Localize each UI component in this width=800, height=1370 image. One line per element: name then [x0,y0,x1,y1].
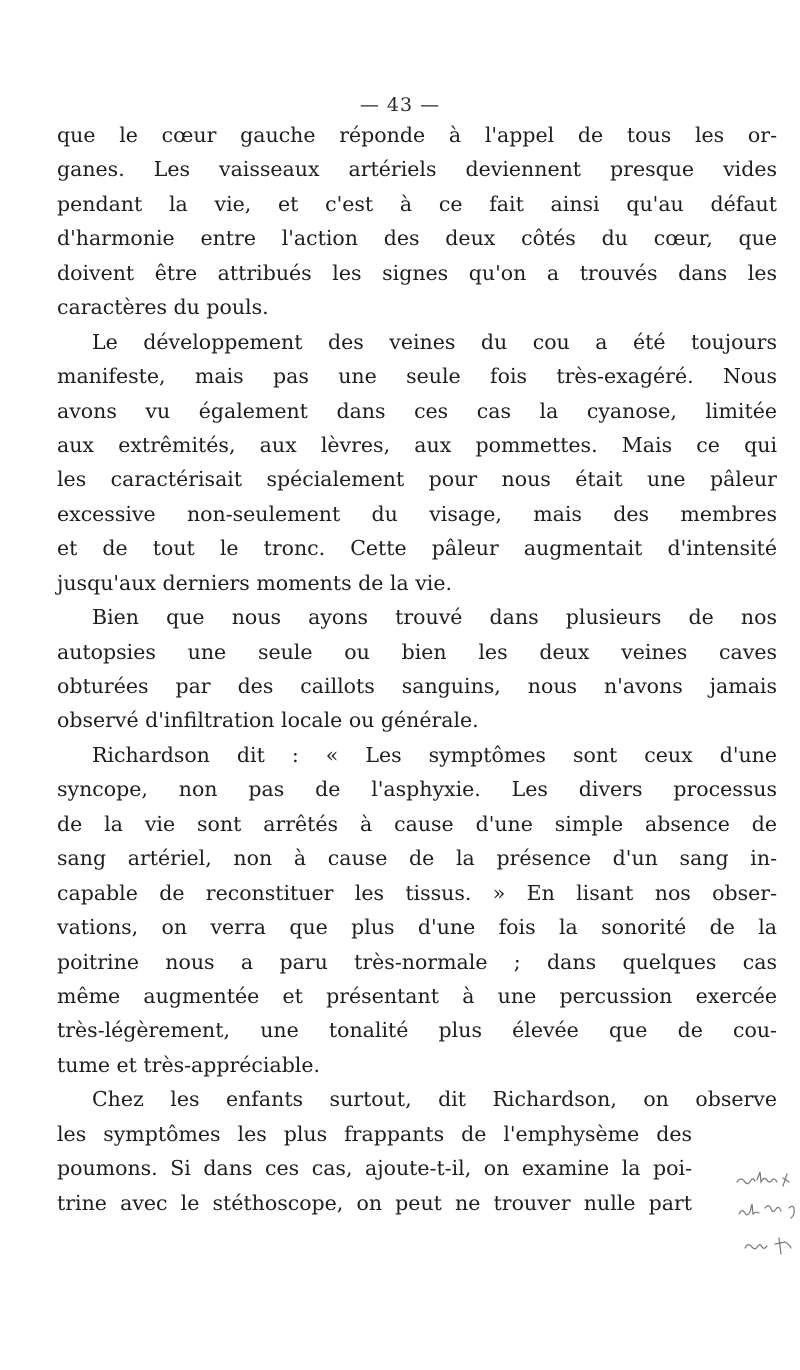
text-line: excessive non-seulement du visage, mais des membres [57,501,777,526]
text-line: très-légèrement, une tonalité plus élevée que de cou- [57,1018,777,1043]
text-line: les symptômes les plus frappants de l'emphysème des [57,1121,692,1146]
text-line: vations, on verra que plus d'une fois la sonorité de la [57,915,777,940]
text-line: de la vie sont arrêtés à cause d'une simple absence de [57,811,777,836]
text-line: aux extrêmités, aux lèvres, aux pommettes. Mais ce qui [57,432,777,457]
text-line: Richardson dit : « Les symptômes sont ceux d'une [92,742,777,767]
handwriting-scribble-icon [735,1170,800,1280]
text-line: autopsies une seule ou bien les deux veines caves [57,639,777,664]
text-line: et de tout le tronc. Cette pâleur augmentait d'intensité [57,536,777,561]
text-line: sang artériel, non à cause de la présence d'un sang in- [57,846,777,871]
text-line: les caractérisait spécialement pour nous était une pâleur [57,467,777,492]
text-line: Bien que nous ayons trouvé dans plusieurs de nos [92,605,777,630]
text-line: capable de reconstituer les tissus. » En lisant nos obser- [57,880,777,905]
text-line: jusqu'aux derniers moments de la vie. [57,570,453,595]
handwritten-marginalia [735,1170,800,1280]
text-line: syncope, non pas de l'asphyxie. Les divers processus [57,777,777,802]
text-line: doivent être attribués les signes qu'on a trouvés dans les [57,260,777,285]
text-line: trine avec le stéthoscope, on peut ne trouver nulle part [57,1190,692,1215]
text-line: caractères du pouls. [57,295,269,320]
text-line: avons vu également dans ces cas la cyanose, limitée [57,398,777,423]
text-line: tume et très-appréciable. [57,1052,321,1077]
text-line: manifeste, mais pas une seule fois très-exagéré. Nous [57,364,777,389]
text-line: même augmentée et présentant à une percussion exercée [57,983,777,1008]
text-line: ganes. Les vaisseaux artériels deviennent presque vides [57,157,777,182]
text-line: observé d'infiltration locale ou générale. [57,708,479,733]
page-number: — 43 — [359,94,441,116]
text-line: d'harmonie entre l'action des deux côtés du cœur, que [57,226,777,251]
text-line: pendant la vie, et c'est à ce fait ainsi qu'au défaut [57,191,777,216]
text-line: Le développement des veines du cou a été toujours [92,329,777,354]
text-line: poitrine nous a paru très-normale ; dans quelques cas [57,949,777,974]
text-line: poumons. Si dans ces cas, ajoute-t-il, on examine la poi- [57,1156,692,1181]
body-text [57,118,777,1220]
text-line: obturées par des caillots sanguins, nous n'avons jamais [57,674,777,698]
text-line: Chez les enfants surtout, dit Richardson, on observe [92,1087,777,1112]
text-line: que le cœur gauche réponde à l'appel de tous les or- [57,123,777,147]
